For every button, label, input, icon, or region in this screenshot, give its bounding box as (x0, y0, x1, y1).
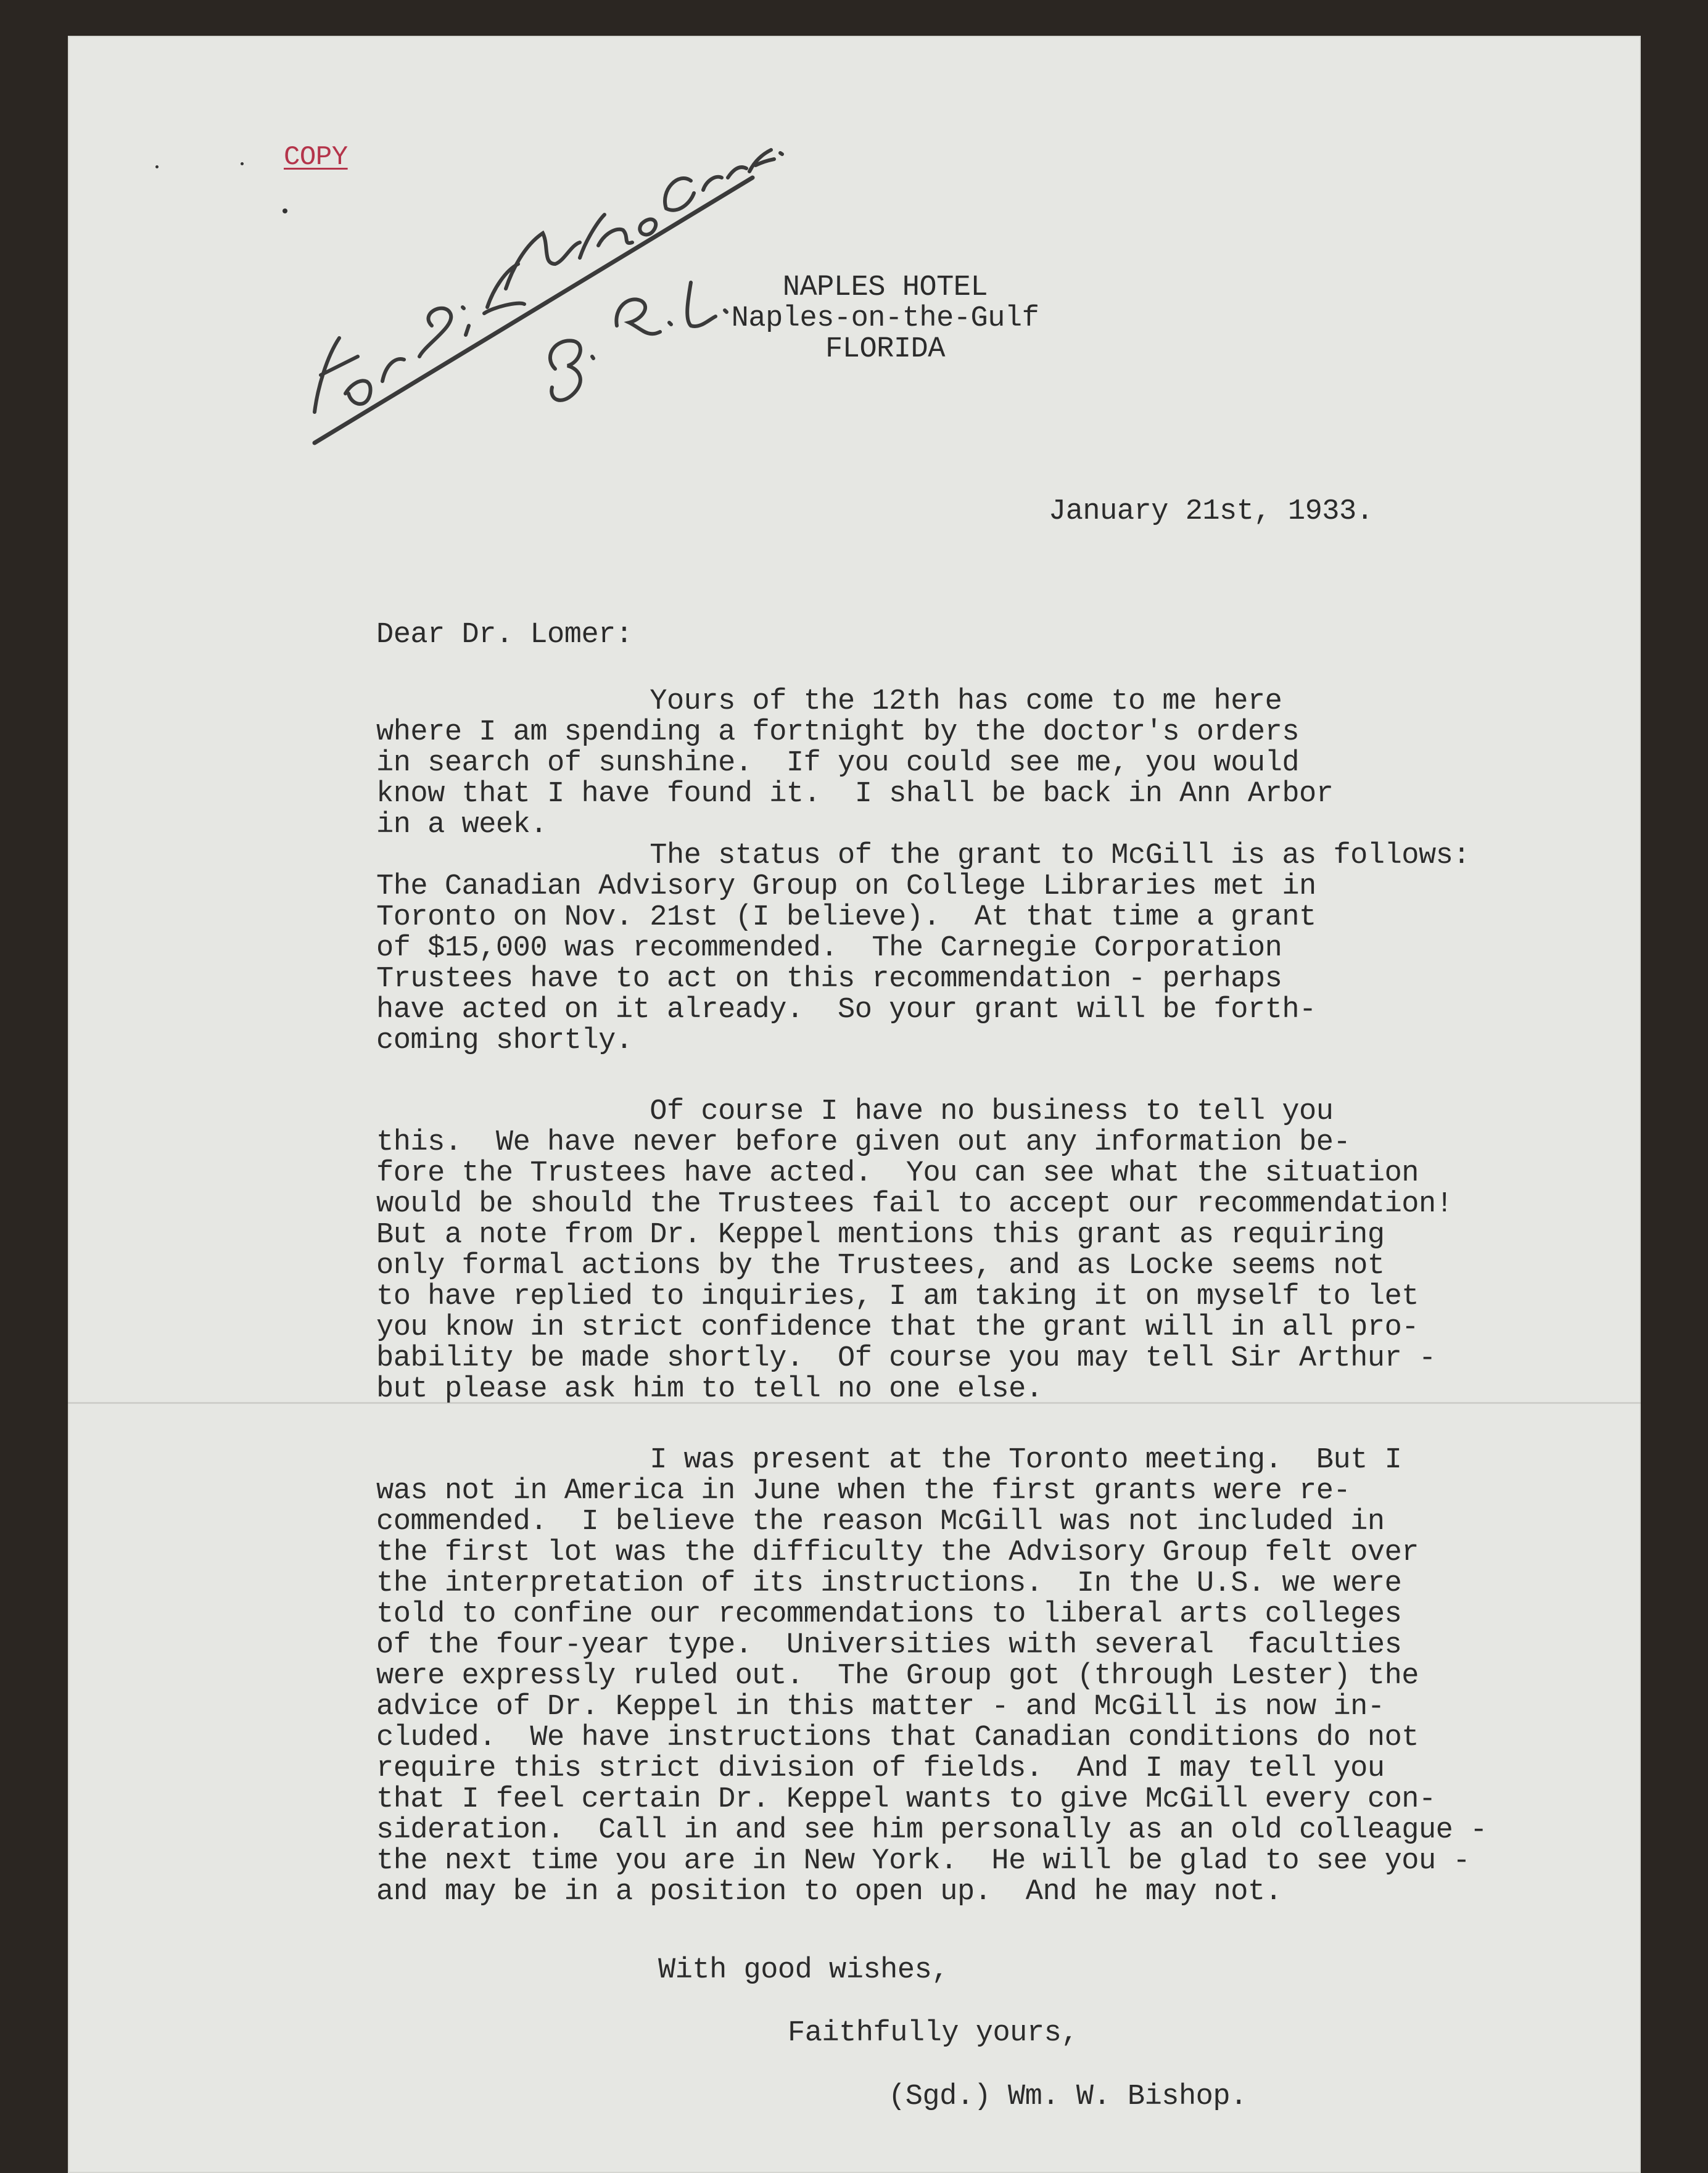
signature-line: (Sgd.) Wm. W. Bishop. (888, 2080, 1247, 2113)
letter-date: January 21st, 1933. (1049, 495, 1374, 528)
paragraph-confidence: Of course I have no business to tell you this. We have never before given out any information be- fore the Trustees have acted. You can see what the situation would be should the Trustees fail to accept our recommendation! But a note from Dr. Keppel mentions this grant as requiring only formal actions by the Trustees, and as Locke seems not to have replied to inquiries, I am taking it on myself to let you know in strict confidence that the grant will in all pro- bability be made shortly. Of course you may tell Sir Arthur - but please ask him to tell no one else. (376, 1095, 1453, 1406)
salutation: Dear Dr. Lomer: (376, 619, 633, 651)
letter-page (68, 36, 1641, 2173)
letterhead-hotel-name: NAPLES HOTEL (782, 271, 988, 304)
letterhead-state: FLORIDA (825, 333, 945, 366)
copy-stamp: COPY (284, 142, 348, 173)
paragraph-toronto-meeting: I was present at the Toronto meeting. But I was not in America in June when the first grants were re- commended. I believe the reason McGill was not included in the first lot was the difficulty the Advisory Group felt over the interpretation of its instructions. In the U.S. we were told to confine our recommendations to liberal arts colleges of the four-year type. Universities with several faculties were expressly ruled out. The Group got (through Lester) the advice of Dr. Keppel in this matter - and McGill is now in- cluded. We have instructions that Canadian conditions do not require this strict division of fields. And I may tell you that I feel certain Dr. Keppel wants to give McGill every con- sideration. Call in and see him personally as an old colleague - the next time you are in New York. He will be glad to see you - and may be in a position to open up. And he may not. (376, 1444, 1487, 1908)
paper-speck (155, 165, 159, 168)
paragraph-status: Yours of the 12th has come to me here where I am spending a fortnight by the doctor's orders in search of sunshine. If you could see me, you would know that I have found it. I shall be back in Ann Arbor in a week. The status of the grant to McGill is as follows: The Canadian Advisory Group on College Libraries met in Toronto on Nov. 21st (I believe). At that time a grant of $15,000 was recommended. The Carnegie Corporation Trustees have to act on this recommendation - perhaps have acted on it already. So your grant will be forth- coming shortly. (376, 685, 1471, 1057)
closing-faithfully: Faithfully yours, (788, 2017, 1078, 2050)
letterhead-location: Naples-on-the-Gulf (731, 302, 1039, 335)
closing-wishes: With good wishes, (658, 1954, 949, 1987)
